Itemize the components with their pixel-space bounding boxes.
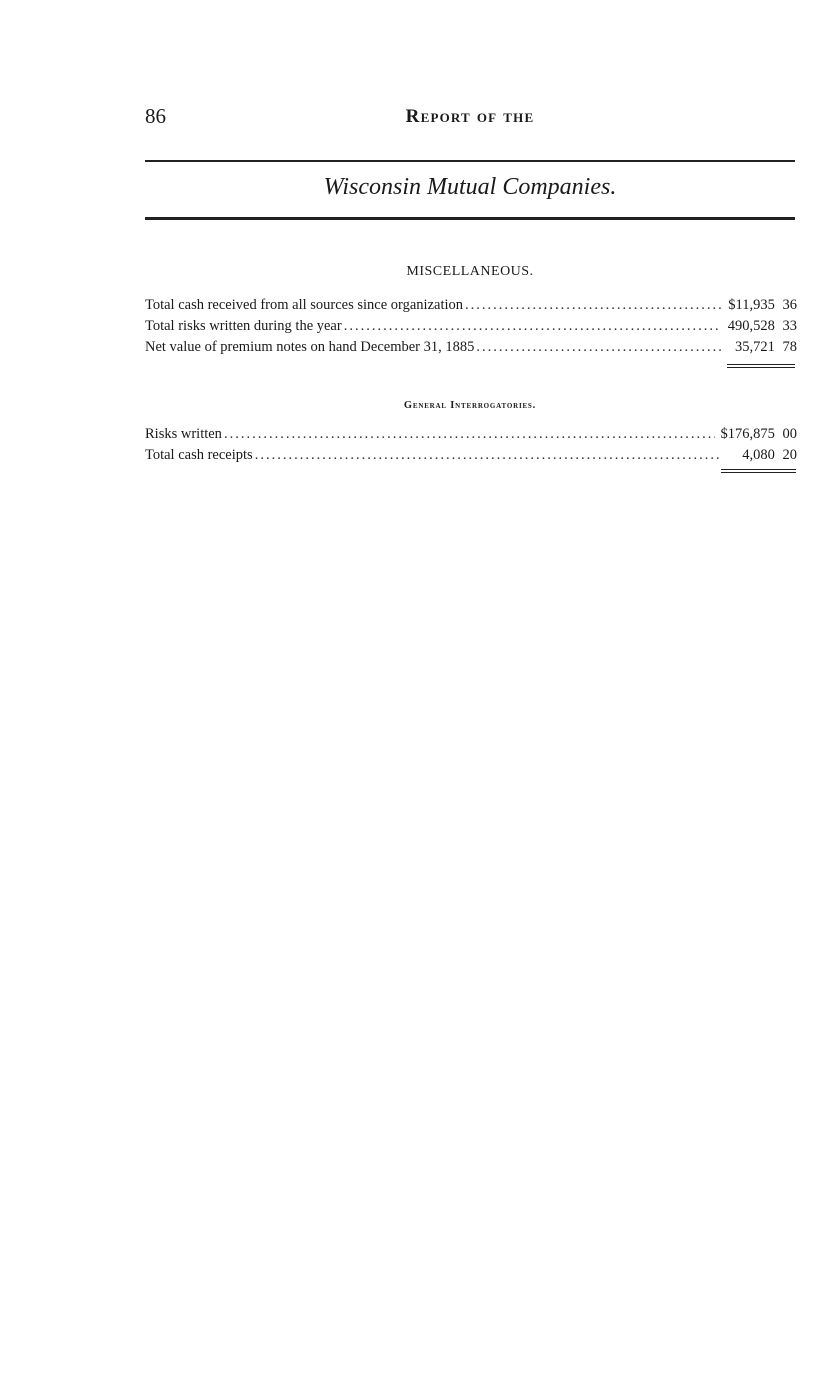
table-row [145,426,797,447]
row-amount: $176,875 00 [720,426,797,442]
dot-leader [465,297,721,314]
bottom-rule [145,217,795,220]
row-label: Total risks written during the year [145,318,342,334]
page-number: 86 [145,104,166,128]
dot-leader [344,318,721,335]
general-interrogatories-table [145,426,797,468]
table-row [145,318,797,339]
total-double-rule [727,364,795,368]
total-double-rule [721,469,796,473]
dot-leader [224,426,715,443]
row-label: Total cash received from all sources since organization [145,297,463,313]
row-amount: $11,935 36 [728,297,797,313]
section-title: Wisconsin Mutual Companies. [323,174,617,200]
row-label: Net value of premium notes on hand December 31, 1885 [145,339,475,355]
running-head: Report of the [405,106,535,127]
dot-leader [255,447,721,464]
top-rule [145,160,795,162]
table-row [145,447,797,468]
row-label: Risks written [145,426,222,442]
miscellaneous-table [145,297,797,360]
row-label: Total cash receipts [145,447,253,463]
dot-leader [476,339,721,356]
row-amount: 35,721 78 [735,339,797,355]
table-row [145,339,797,360]
miscellaneous-heading: MISCELLANEOUS. [406,264,534,279]
row-amount: 490,528 33 [727,318,797,334]
general-interrogatories-heading: General Interrogatories. [403,400,537,411]
row-amount: 4,080 20 [742,447,797,463]
table-row [145,297,797,318]
